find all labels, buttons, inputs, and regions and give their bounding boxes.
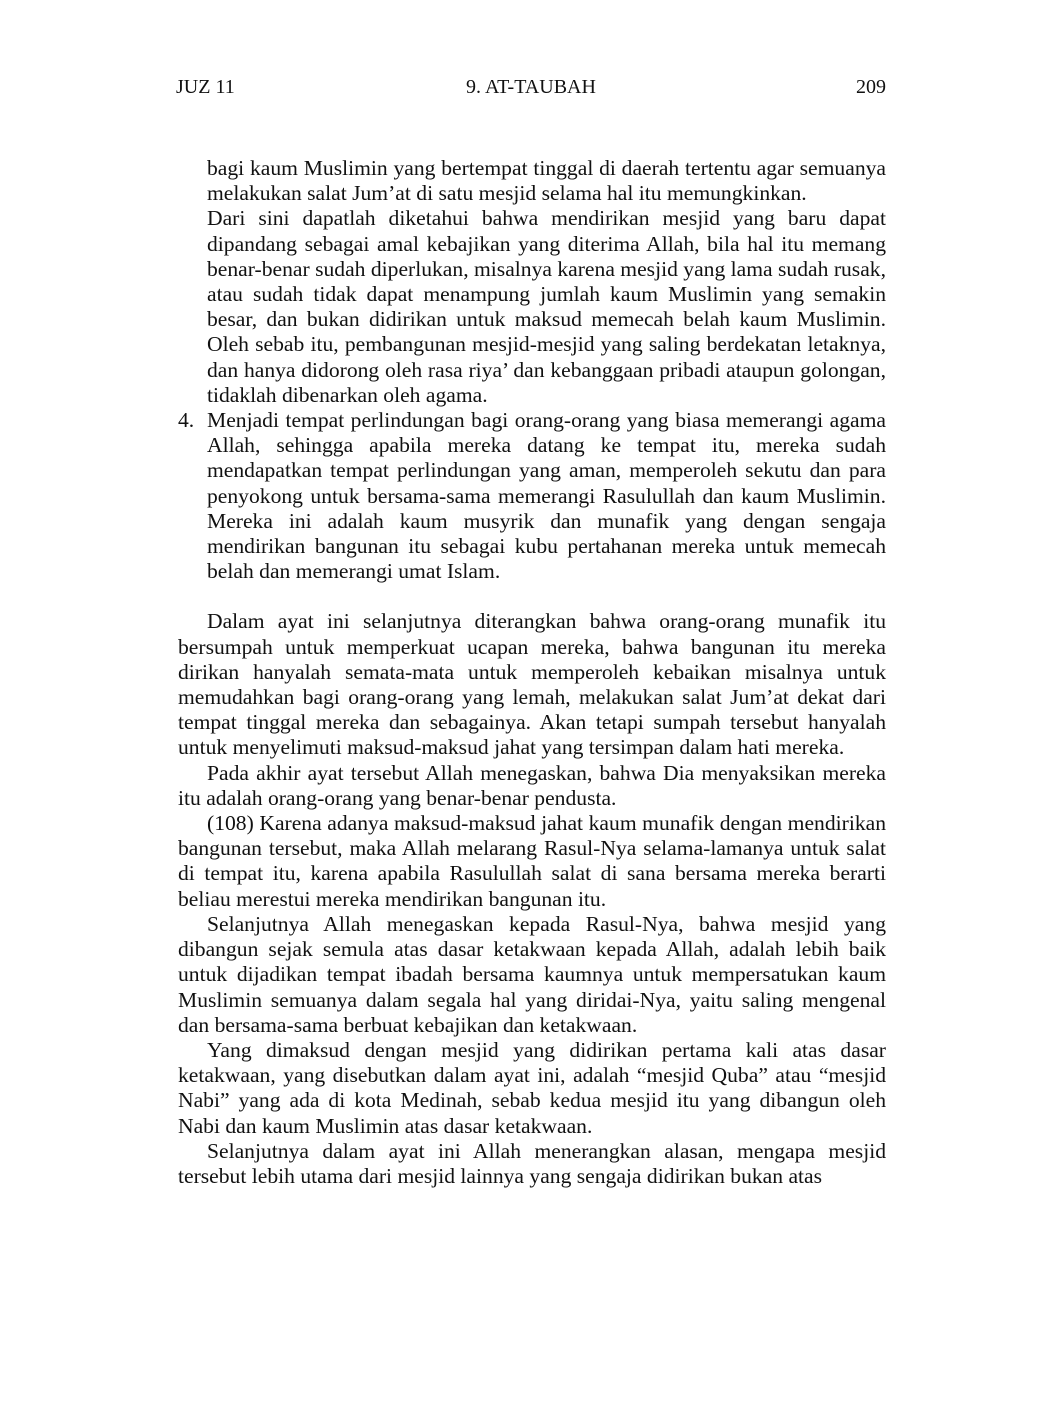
list-item-4 [178,408,886,584]
juz-label: JUZ 11 [176,76,235,98]
surah-title: 9. AT-TAUBAH [466,76,596,98]
paragraph-gap [178,584,886,609]
body-paragraph: Dalam ayat ini selanjutnya diterangkan bahwa orang-orang munafik itu bersumpah untuk memperkuat ucapan mereka, bahwa bangunan itu mereka dirikan hanyalah semata-mata untuk memperoleh kebaikan misalnya untuk memudahkan bagi orang-orang yang lemah, melakukan salat Jum’at dekat dari tempat tinggal mereka dan sebagainya. Akan tetapi sumpah tersebut hanyalah untuk menyelimuti maksud-maksud jahat yang tersimpan dalam hati mereka. [178,609,886,760]
body-paragraph: Yang dimaksud dengan mesjid yang didirikan pertama kali atas dasar ketakwaan, yang disebutkan dalam ayat ini, adalah “mesjid Quba” atau “mesjid Nabi” yang ada di kota Medinah, sebab kedua mesjid itu yang dibangun oleh Nabi dan kaum Muslimin atas dasar ketakwaan. [178,1037,886,1138]
list-item-continuation-paragraph: Dari sini dapatlah diketahui bahwa mendirikan mesjid yang baru dapat dipandang sebagai amal kebajikan yang diterima Allah, bila hal itu memang benar-benar sudah diperlukan, misalnya karena mesjid yang lama sudah rusak, atau sudah tidak dapat menampung jumlah kaum Muslimin yang semakin besar, dan bukan didirikan untuk maksud memecah belah kaum Muslimin. Oleh sebab itu, pembangunan mesjid-mesjid yang saling berdekatan letaknya, dan hanya didorong oleh rasa riya’ dan kebanggaan pribadi ataupun golongan, tidaklah dibenarkan oleh agama. [207,206,886,407]
body-paragraph: (108) Karena adanya maksud-maksud jahat kaum munafik dengan mendirikan bangunan tersebut, maka Allah melarang Rasul-Nya selama-lamanya untuk salat di tempat itu, karena apabila Rasulullah salat di sana bersama mereka berarti beliau merestui mereka mendirikan bangunan itu. [178,811,886,911]
page-header [176,74,886,104]
body-paragraph: Pada akhir ayat tersebut Allah menegaskan, bahwa Dia menyaksikan mereka itu adalah orang-orang yang benar-benar pendusta. [178,760,886,810]
page-number: 209 [856,76,886,98]
list-item-text: Menjadi tempat perlindungan bagi orang-orang yang biasa memerangi agama Allah, sehingga apabila mereka datang ke tempat itu, mereka sudah mendapatkan tempat perlindungan yang aman, memperoleh sekutu dan para penyokong untuk bersama-sama memerangi Rasulullah dan kaum Muslimin. Mereka ini adalah kaum musyrik dan munafik yang dengan sengaja mendirikan bangunan itu sebagai kubu pertahanan mereka untuk memecah belah dan memerangi umat Islam. [207,408,886,584]
page-body [178,156,886,1189]
body-paragraph: Selanjutnya Allah menegaskan kepada Rasul-Nya, bahwa mesjid yang dibangun sejak semula atas dasar ketakwaan kepada Allah, adalah lebih baik untuk dijadikan tempat ibadah bersama kaumnya untuk mempersatukan kaum Muslimin semuanya dalam segala hal yang diridai-Nya, yaitu saling mengenal dan bersama-sama berbuat kebajikan dan ketakwaan. [178,911,886,1037]
body-paragraph: Selanjutnya dalam ayat ini Allah menerangkan alasan, mengapa mesjid tersebut lebih utama dari mesjid lainnya yang sengaja didirikan bukan atas [178,1138,886,1188]
list-item-continuation: bagi kaum Muslimin yang bertempat tinggal di daerah tertentu agar semuanya melakukan salat Jum’at di satu mesjid selama hal itu memungkinkan. [207,156,886,206]
list-item-number: 4. [178,408,195,433]
